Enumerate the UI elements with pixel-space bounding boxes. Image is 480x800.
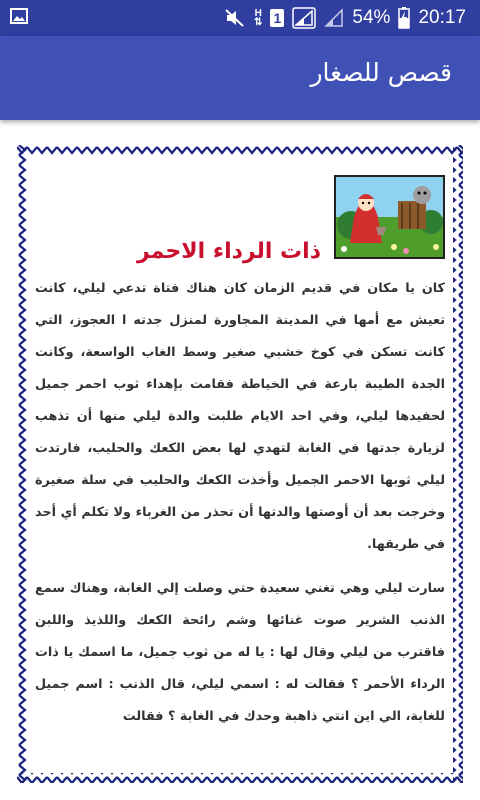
story-paragraph: سارت ليلي وهي تغني سعيدة حتي وصلت إلي الغابة، وهناك سمع الذنب الشرير صوت غنائها وشم رائحة الكعك واللذيذ واللبن فاقترب من ليلي وقال لها : يا له من ثوب جميل، ما اسمك يا ذات الرداء الأحمر ؟ فقالت له : اسمي ليلي، قال الذنب : اسم جميل للغابة، الي اين انتي ذاهبة وحدك في الغابة ؟ فقالت: [35, 581, 445, 724]
status-bar: [0, 0, 480, 36]
little-red-riding-hood-illustration: [334, 175, 445, 259]
clock: 20:17: [418, 7, 466, 28]
network-arrows-icon: ⇅: [254, 17, 263, 28]
story-title: ذات الرداء الاحمر: [136, 239, 321, 264]
story-decorative-frame: [17, 145, 463, 783]
image-icon: [10, 8, 28, 24]
story-content[interactable]: [0, 120, 480, 800]
app-title: قصص للصغار: [310, 58, 452, 87]
story-text: [35, 273, 445, 733]
status-indicators: [224, 0, 466, 36]
battery-charging-icon: [398, 7, 410, 29]
story-header: [35, 175, 445, 273]
network-type-label: H: [254, 8, 262, 19]
signal-weak-icon: [324, 8, 344, 28]
story-paragraph: كان يا مكان في قديم الزمان كان هناك فتاة تدعي ليلي، كانت تعيش مع أمها في المدينة المجاورة لمنزل جدته ا العجوز، التي كانت تسكن في كوخ خشبي صغير وسط الغاب الواسعة، وكانت الجدة الطيبة بارعة في الخياطة فقامت بإهداء ثوب احمر جميل لحفيدها ليلي، وفي احد الايام طلبت والدة ليلي منها أن تذهب لزيارة جدتها في الغابة لتهدي لها بعض الكعك والحليب، فارتدت ليلي ثوبها الاحمر الجميل وأخذت الكعك والحليب في سلة صغيرة وخرجت بعد أن أوصتها والدتها أن تحذر من الغرباء ولا تكلم أي أحد في طريقها.: [35, 281, 445, 552]
battery-percentage: 54%: [352, 7, 391, 28]
mute-icon: [224, 8, 246, 28]
app-bar: [0, 36, 480, 120]
network-type-indicator: [254, 9, 262, 27]
story-body: [35, 175, 445, 745]
sim-slot-badge: 1: [270, 9, 284, 27]
signal-icon: [292, 7, 316, 29]
